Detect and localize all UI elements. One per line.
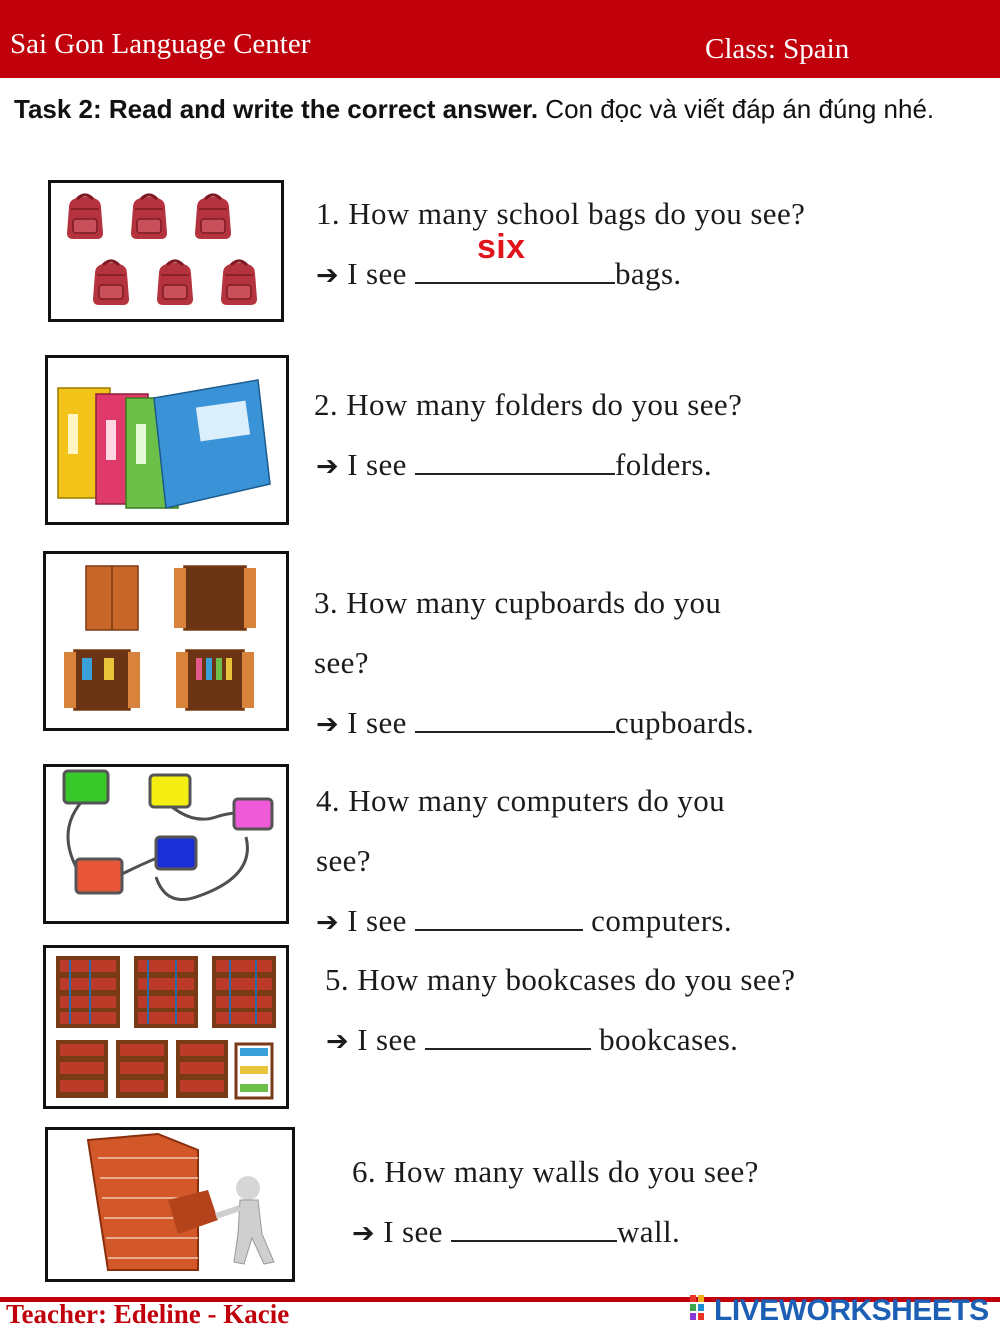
answer-prefix: I see <box>347 903 407 938</box>
task-instruction <box>14 89 994 129</box>
question-text: How many bookcases do you see? <box>357 962 796 997</box>
task-title: Task 2: Read and write the correct answer. <box>14 94 539 124</box>
question-3-continued: see? <box>314 645 369 680</box>
wall-picture <box>45 1127 295 1282</box>
class-label: Class: Spain <box>705 33 850 65</box>
teacher-name: Teacher: Edeline - Kacie <box>6 1299 290 1329</box>
question-number: 5. <box>325 962 350 997</box>
question-number: 6. <box>352 1154 377 1189</box>
question-number: 4. <box>316 783 341 818</box>
question-text: How many cupboards do you <box>346 585 722 620</box>
answer-blank[interactable] <box>415 905 583 931</box>
right-arrow-icon: ➔ <box>316 260 340 291</box>
computers-picture <box>43 764 289 924</box>
answer-suffix: folders. <box>615 447 713 482</box>
question-number: 2. <box>314 387 339 422</box>
answer-prefix: I see <box>347 705 407 740</box>
liveworksheets-icon <box>690 1295 712 1329</box>
answer-prefix: I see <box>357 1022 417 1057</box>
question-text: How many folders do you see? <box>346 387 743 422</box>
cupboards-picture <box>43 551 289 731</box>
answer-suffix: bookcases. <box>599 1022 739 1057</box>
answer-line-5 <box>326 1022 738 1058</box>
answer-text: six <box>477 228 526 266</box>
answer-line-2 <box>316 447 712 483</box>
bookcases-picture <box>43 945 289 1109</box>
answer-suffix: wall. <box>617 1214 681 1249</box>
right-arrow-icon: ➔ <box>326 1026 350 1057</box>
answer-line-3 <box>316 705 754 741</box>
school-bags-picture <box>48 180 284 322</box>
answer-prefix: I see <box>347 447 407 482</box>
question-6 <box>352 1154 759 1190</box>
right-arrow-icon: ➔ <box>316 451 340 482</box>
answer-blank[interactable] <box>415 449 615 475</box>
answer-blank[interactable] <box>415 228 615 284</box>
answer-blank[interactable] <box>451 1216 617 1242</box>
answer-suffix: computers. <box>591 903 733 938</box>
answer-prefix: I see <box>383 1214 443 1249</box>
header-bar <box>0 0 1000 78</box>
center-name: Sai Gon Language Center <box>10 28 311 60</box>
liveworksheets-logo[interactable] <box>690 1294 989 1329</box>
answer-suffix: bags. <box>615 256 682 291</box>
brand-text: LIVEWORKSHEETS <box>714 1294 989 1327</box>
question-2 <box>314 387 742 423</box>
question-text: How many school bags do you see? <box>348 196 806 231</box>
question-3 <box>314 585 721 621</box>
question-number: 1. <box>316 196 341 231</box>
answer-line-1 <box>316 228 682 292</box>
answer-blank[interactable] <box>425 1024 591 1050</box>
question-1 <box>316 196 805 232</box>
task-subtitle: Con đọc và viết đáp án đúng nhé. <box>545 94 935 124</box>
answer-blank[interactable] <box>415 707 615 733</box>
question-text: How many walls do you see? <box>384 1154 759 1189</box>
question-4 <box>316 783 725 819</box>
right-arrow-icon: ➔ <box>352 1218 376 1249</box>
answer-prefix: I see <box>347 256 407 291</box>
answer-line-6 <box>352 1214 680 1250</box>
right-arrow-icon: ➔ <box>316 907 340 938</box>
question-text: How many computers do you <box>348 783 725 818</box>
answer-suffix: cupboards. <box>615 705 755 740</box>
folders-picture <box>45 355 289 525</box>
question-number: 3. <box>314 585 339 620</box>
answer-line-4 <box>316 903 732 939</box>
question-4-continued: see? <box>316 843 371 878</box>
right-arrow-icon: ➔ <box>316 709 340 740</box>
question-5 <box>325 962 795 998</box>
